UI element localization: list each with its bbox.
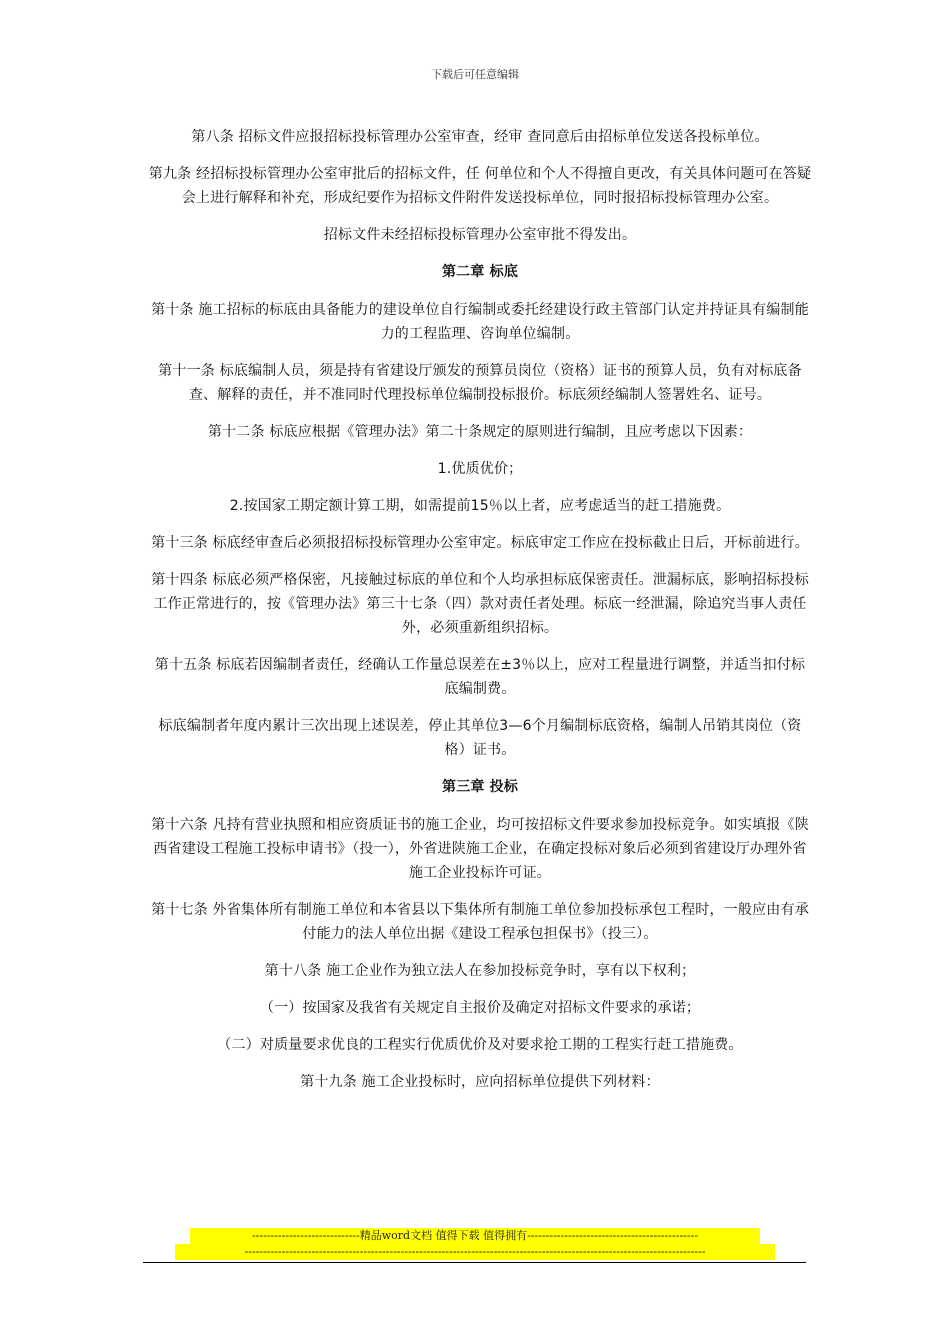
article-15-note: 标底编制者年度内累计三次出现上述误差，停止其单位3—6个月编制标底资格，编制人吊销其岗位（资格）证书。	[158, 718, 802, 758]
article-11: 第十一条 标底编制人员，须是持有省建设厅颁发的预算员岗位（资格）证书的预算人员，负有对标底备查、解释的责任，并不准同时代理投标单位编制投标报价。标底须经编制人签署姓名、证号。	[158, 363, 802, 403]
article-13: 第十三条 标底经审查后必须报招标投标管理办公室审定。标底审定工作应在投标截止日后，开标前进行。	[151, 535, 809, 551]
article-14: 第十四条 标底必须严格保密，凡接触过标底的单位和个人均承担标底保密责任。泄漏标底，影响招标投标工作正常进行的，按《管理办法》第三十七条（四）款对责任者处理。标底一经泄漏，除追究当事人责任外，必须重新组织招标。	[151, 572, 809, 636]
document-body	[148, 125, 812, 1107]
chapter-3-heading: 第三章 投标	[441, 779, 519, 795]
chapter-2-heading: 第二章 标底	[441, 264, 519, 280]
article-18: 第十八条 施工企业作为独立法人在参加投标竞争时，享有以下权利；	[264, 963, 696, 979]
footer-banner-line-1: -----------------------------精品word文档 值得下载 值得拥有----------------------------------------------	[190, 1228, 760, 1244]
article-12: 第十二条 标底应根据《管理办法》第二十条规定的原则进行编制，且应考虑以下因素：	[207, 424, 753, 440]
page-footer	[0, 1228, 950, 1260]
footer-divider	[143, 1262, 806, 1263]
article-8: 第八条 招标文件应报招标投标管理办公室审查，经审 查同意后由招标单位发送各投标单位。	[191, 129, 769, 145]
article-18-item-2: （二）对质量要求优良的工程实行优质优价及对要求抢工期的工程实行赶工措施费。	[217, 1037, 743, 1053]
article-10: 第十条 施工招标的标底由具备能力的建设单位自行编制或委托经建设行政主管部门认定并持证具有编制能力的工程监理、咨询单位编制。	[151, 302, 809, 342]
article-16: 第十六条 凡持有营业执照和相应资质证书的施工企业，均可按招标文件要求参加投标竞争。如实填报《陕西省建设工程施工投标申请书》（投一），外省进陕施工企业，在确定投标对象后必须到省建设厅办理外省施工企业投标许可证。	[151, 817, 809, 881]
article-19: 第十九条 施工企业投标时，应向招标单位提供下列材料：	[300, 1074, 660, 1090]
article-12-item-1: 1.优质优价；	[437, 461, 523, 477]
footer-banner-line-2: ----------------------------------------------------------------------------------------------------------------------------	[175, 1244, 775, 1260]
article-15: 第十五条 标底若因编制者责任，经确认工作量总误差在±3％以上，应对工程量进行调整，并适当扣付标底编制费。	[154, 657, 806, 697]
article-12-item-2: 2.按国家工期定额计算工期，如需提前15％以上者，应考虑适当的赶工措施费。	[229, 498, 731, 514]
article-18-item-1: （一）按国家及我省有关规定自主报价及确定对招标文件要求的承诺；	[259, 1000, 701, 1016]
page-header-note: 下载后可任意编辑	[431, 68, 519, 81]
article-9-note: 招标文件未经招标投标管理办公室审批不得发出。	[323, 227, 637, 243]
article-17: 第十七条 外省集体所有制施工单位和本省县以下集体所有制施工单位参加投标承包工程时，一般应由有承付能力的法人单位出据《建设工程承包担保书》（投三）。	[151, 902, 809, 942]
article-9: 第九条 经招标投标管理办公室审批后的招标文件，任 何单位和个人不得擅自更改，有关具体问题可在答疑会上进行解释和补充，形成纪要作为招标文件附件发送投标单位，同时报招标投标管理办公室。	[148, 166, 812, 206]
